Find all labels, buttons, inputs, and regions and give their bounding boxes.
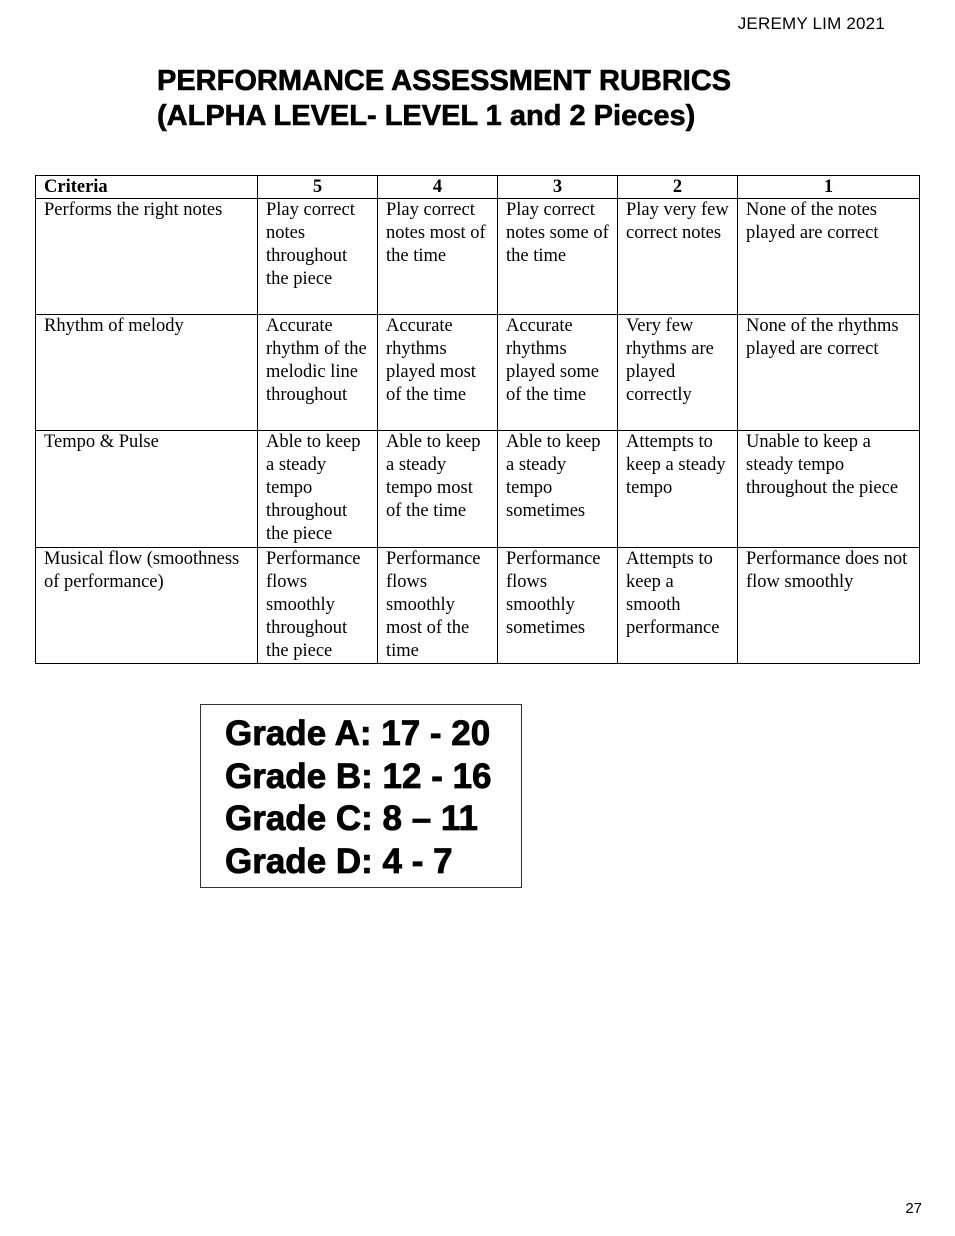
- rubric-table: [35, 175, 920, 664]
- rubric-cell: Play correct notes most of the time: [378, 199, 498, 315]
- criteria-cell: Musical flow (smoothness of performance): [36, 548, 258, 664]
- header-criteria: Criteria: [36, 176, 258, 199]
- rubric-cell: Able to keep a steady tempo throughout the piece: [258, 431, 378, 548]
- grade-a: Grade A: 17 - 20: [225, 714, 491, 753]
- criteria-cell: Rhythm of melody: [36, 315, 258, 431]
- criteria-cell: Tempo & Pulse: [36, 431, 258, 548]
- page-number: 27: [905, 1200, 922, 1217]
- title-line-2: (ALPHA LEVEL- LEVEL 1 and 2 Pieces): [157, 100, 696, 132]
- rubric-cell: Play correct notes some of the time: [498, 199, 618, 315]
- table-row: [36, 431, 920, 548]
- table-row: [36, 315, 920, 431]
- table-row: [36, 548, 920, 664]
- header-score-3: 3: [498, 176, 618, 199]
- rubric-header-row: [36, 176, 920, 199]
- header-score-2: 2: [618, 176, 738, 199]
- rubric-cell: None of the notes played are correct: [738, 199, 920, 315]
- rubric-cell: Accurate rhythms played some of the time: [498, 315, 618, 431]
- title-line-1: PERFORMANCE ASSESSMENT RUBRICS: [157, 65, 732, 97]
- header-score-5: 5: [258, 176, 378, 199]
- rubric-cell: Play very few correct notes: [618, 199, 738, 315]
- rubric-cell: Performance does not flow smoothly: [738, 548, 920, 664]
- rubric-cell: Attempts to keep a smooth performance: [618, 548, 738, 664]
- rubric-cell: Accurate rhythms played most of the time: [378, 315, 498, 431]
- header-score-1: 1: [738, 176, 920, 199]
- rubric-cell: None of the rhythms played are correct: [738, 315, 920, 431]
- rubric-cell: Accurate rhythm of the melodic line throughout: [258, 315, 378, 431]
- rubric-cell: Attempts to keep a steady tempo: [618, 431, 738, 548]
- header-score-4: 4: [378, 176, 498, 199]
- grade-c: Grade C: 8 – 11: [225, 799, 478, 838]
- criteria-cell: Performs the right notes: [36, 199, 258, 315]
- rubric-cell: Performance flows smoothly throughout the piece: [258, 548, 378, 664]
- grade-b: Grade B: 12 - 16: [225, 756, 492, 796]
- rubric-cell: Very few rhythms are played correctly: [618, 315, 738, 431]
- rubric-cell: Unable to keep a steady tempo throughout the piece: [738, 431, 920, 548]
- rubric-cell: Play correct notes throughout the piece: [258, 199, 378, 315]
- rubric-cell: Performance flows smoothly sometimes: [498, 548, 618, 664]
- rubric-cell: Able to keep a steady tempo most of the time: [378, 431, 498, 548]
- author-header: JEREMY LIM 2021: [737, 14, 885, 33]
- grade-scale-box: [200, 704, 522, 888]
- table-row: [36, 199, 920, 315]
- grade-d: Grade D: 4 - 7: [225, 841, 453, 881]
- page-title: [157, 64, 731, 134]
- rubric-cell: Able to keep a steady tempo sometimes: [498, 431, 618, 548]
- rubric-cell: Performance flows smoothly most of the time: [378, 548, 498, 664]
